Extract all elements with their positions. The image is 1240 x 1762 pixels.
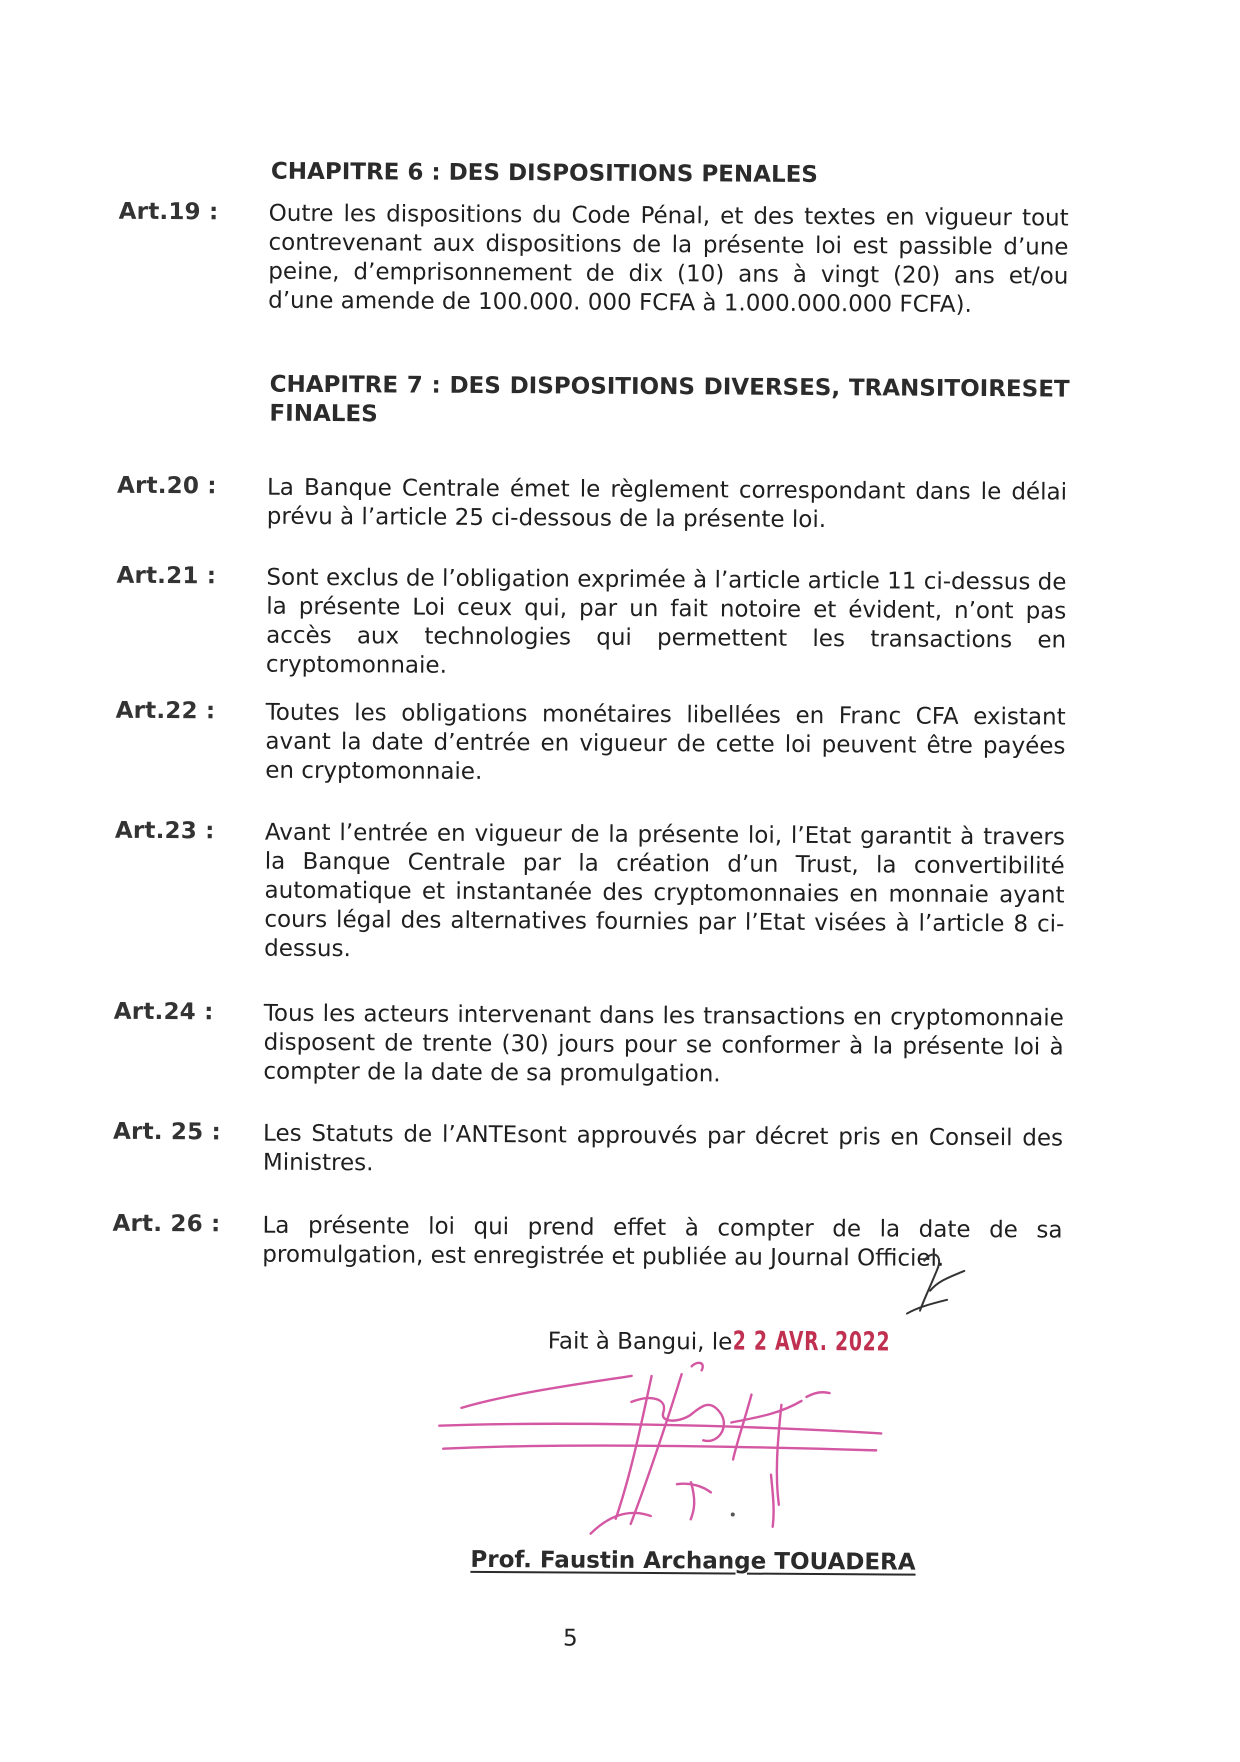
article-text: Avant l’entrée en vigueur de la présente loi, l’Etat garantit à travers la Banque Centrale par la création d’un Trust, la convertibilité automatique et instantanée des cryptomonnaies en monnaie ayant cours légal des alternatives fournies par l’Etat visées à l’article 8 ci-dessus. bbox=[264, 819, 1065, 963]
article-row bbox=[0, 472, 1237, 534]
article-label: Art.23 : bbox=[114, 817, 215, 845]
article-text: Toutes les obligations monétaires libellées en Franc CFA existant avant la date d’entrée en vigueur de cette loi peuvent être payées en cryptomonnaie. bbox=[265, 699, 1066, 785]
article-text: Sont exclus de l’obligation exprimée à l’article article 11 ci-dessus de la présente Loi ceux qui, par un fait notoire et évident, n’ont pas accès aux technologies qui permettent les transactions en cryptomonnaie. bbox=[265, 564, 1067, 679]
article-text: Outre les dispositions du Code Pénal, et des textes en vigueur tout contrevenant aux dispositions de la présente loi est passible d’une peine, d’emprisonnement de dix (10) ans à vingt (20) ans et/ou d’une amende de 100.000. 000 FCFA à 1.000.000.000 FCFA). bbox=[268, 200, 1069, 318]
date-stamp: 2 2 AVR. 2022 bbox=[732, 1326, 890, 1358]
article-label: Art.19 : bbox=[118, 198, 219, 226]
article-row bbox=[0, 697, 1236, 785]
article-text: Les Statuts de l’ANTEsont approuvés par décret pris en Conseil des Ministres. bbox=[262, 1120, 1064, 1177]
president-signature bbox=[439, 1361, 882, 1535]
article-label: Art. 25 : bbox=[113, 1118, 222, 1146]
article-row bbox=[0, 998, 1234, 1088]
article-row bbox=[0, 562, 1237, 679]
signature-dot bbox=[731, 1512, 735, 1516]
article-row bbox=[0, 1210, 1233, 1272]
place-date-line bbox=[548, 1325, 930, 1357]
article-label: Art.22 : bbox=[115, 697, 216, 725]
article-label: Art.21 : bbox=[116, 562, 217, 590]
article-text: Tous les acteurs intervenant dans les transactions en cryptomonnaie disposent de trente (30) jours pour se conformer à la présente loi à compter de la date de sa promulgation. bbox=[263, 1000, 1064, 1088]
chapter-7-heading: CHAPITRE 7 : DES DISPOSITIONS DIVERSES, TRANSITOIRESET FINALES bbox=[269, 371, 1070, 428]
article-text: La Banque Centrale émet le règlement correspondant dans le délai prévu à l’article 25 ci-dessous de la présente loi. bbox=[266, 474, 1068, 534]
page-number: 5 bbox=[562, 1625, 578, 1652]
article-label: Art.24 : bbox=[113, 998, 214, 1026]
article-label: Art. 26 : bbox=[112, 1210, 221, 1238]
article-row bbox=[0, 198, 1239, 318]
article-row bbox=[0, 1118, 1233, 1177]
signer-name: Prof. Faustin Archange TOUADERA bbox=[470, 1546, 916, 1576]
article-label: Art.20 : bbox=[116, 472, 217, 500]
place-prefix: Fait à Bangui, le bbox=[547, 1328, 733, 1356]
article-row bbox=[0, 817, 1235, 963]
chapter-6-heading: CHAPITRE 6 : DES DISPOSITIONS PENALES bbox=[270, 158, 818, 188]
article-text: La présente loi qui prend effet à compter de la date de sa promulgation, est enregistrée et publiée au Journal Officiel. bbox=[262, 1212, 1063, 1272]
